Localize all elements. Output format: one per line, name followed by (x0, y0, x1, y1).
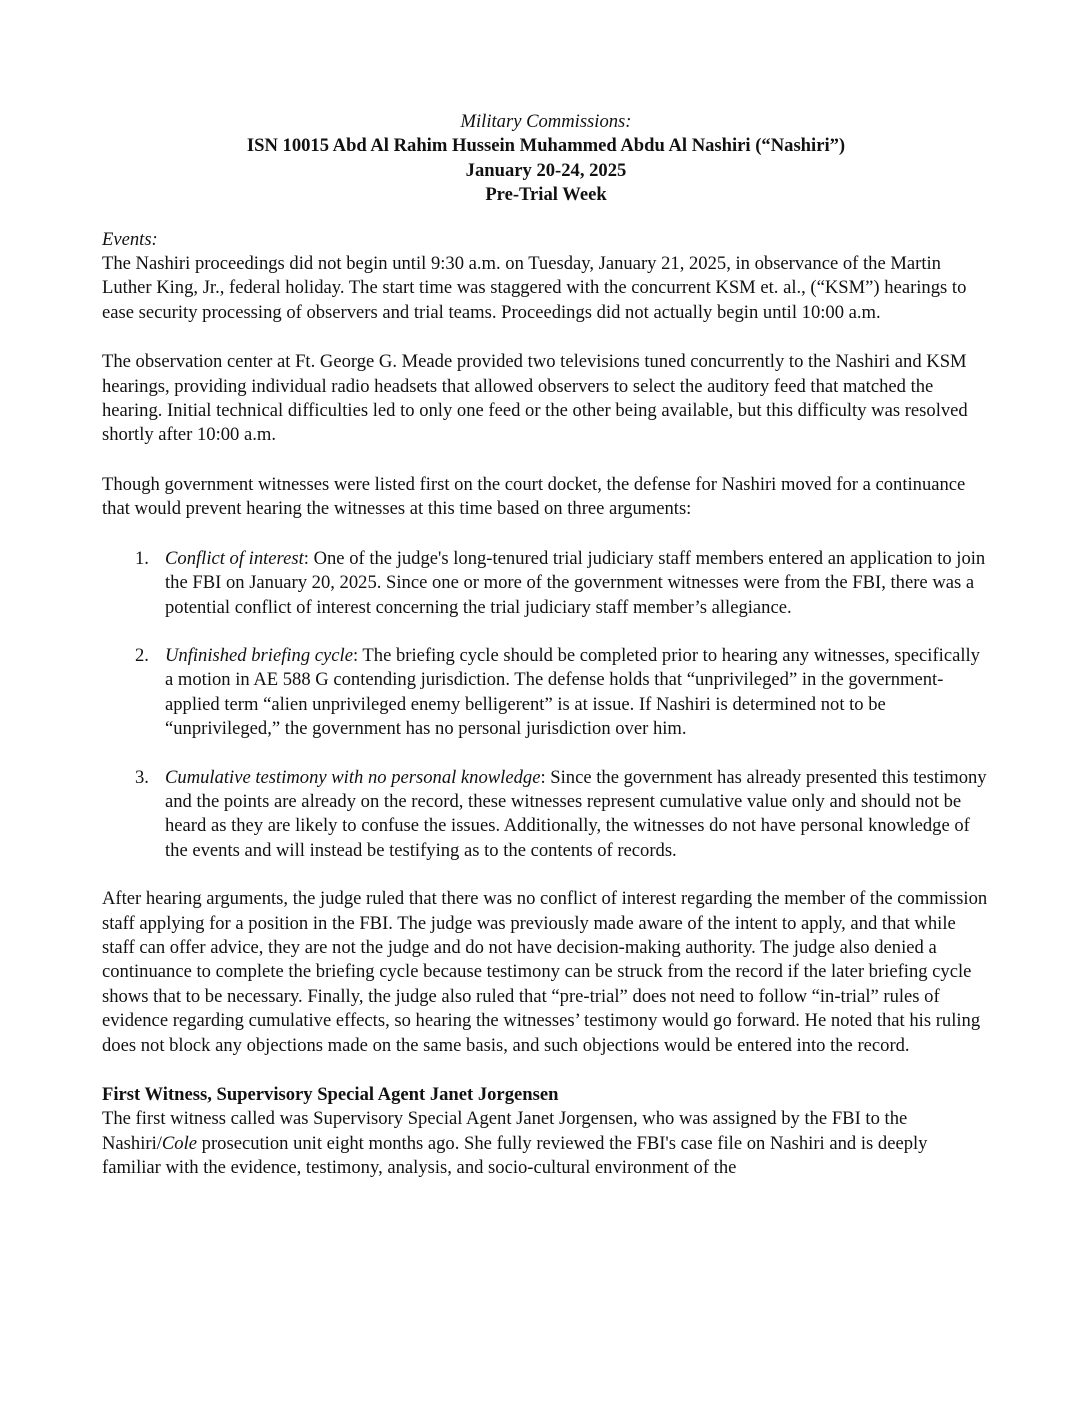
argument-title: Cumulative testimony with no personal knowledge (165, 766, 541, 788)
header-subtitle: Military Commissions: (460, 111, 632, 132)
header-dates: January 20-24, 2025 (465, 159, 627, 181)
events-paragraph-2: The observation center at Ft. George G. Meade provided two televisions tuned concurrently to the Nashiri and KSM hearings, providing individual radio headsets that allowed observers to select the auditory feed that matched the hearing. Initial technical difficulties led to only one feed or the other being available, but this difficulty was resolved shortly after 10:00 a.m. (102, 351, 968, 446)
defense-arguments-list (102, 547, 990, 863)
first-witness-text-italic: Cole (161, 1132, 198, 1154)
argument-item (102, 547, 990, 620)
header-case-title: ISN 10015 Abd Al Rahim Hussein Muhammed Abdu Al Nashiri (“Nashiri”) (246, 135, 846, 157)
argument-number: 2. (135, 644, 149, 666)
events-section (102, 228, 990, 522)
events-paragraph-3: Though government witnesses were listed first on the court docket, the defense for Nashiri moved for a continuance that would prevent hearing the witnesses at this time based on three arguments: (102, 473, 966, 520)
first-witness-section (102, 1083, 990, 1181)
events-label: Events: (102, 228, 158, 250)
argument-title: Conflict of interest (165, 547, 304, 569)
first-witness-paragraph (102, 1107, 990, 1180)
first-witness-heading: First Witness, Supervisory Special Agent Janet Jorgensen (102, 1084, 559, 1105)
events-paragraph-1: The Nashiri proceedings did not begin until 9:30 a.m. on Tuesday, January 21, 2025, in observance of the Martin Luther King, Jr., federal holiday. The start time was staggered with the concurrent KSM et. al., (“KSM”) hearings to ease security processing of observers and trial teams. Proceedings did not actually begin until 10:00 a.m. (102, 253, 967, 323)
argument-text: : One of the judge's long-tenured trial judiciary staff members entered an application to join the FBI on January 20, 2025. Since one or more of the government witnesses were from the FBI, there was a potential conflict of interest concerning the trial judiciary staff member’s allegiance. (165, 547, 986, 618)
document-header (102, 110, 990, 208)
argument-text: : Since the government has already presented this testimony and the points are already on the record, these witnesses represent cumulative value only and should not be heard as they are likely to confuse the issues. Additionally, the witnesses do not have personal knowledge of the events and will instead be testifying as to the contents of records. (165, 766, 987, 861)
argument-title: Unfinished briefing cycle (165, 644, 353, 666)
argument-item (102, 644, 990, 742)
argument-text: : The briefing cycle should be completed prior to hearing any witnesses, specifically a motion in AE 588 G contending jurisdiction. The defense holds that “unprivileged” in the government-applied term “alien unprivileged enemy belligerent” is at issue. If Nashiri is determined not to be “unprivileged,” the government has no personal jurisdiction over him. (165, 644, 980, 740)
document-page (102, 110, 990, 1181)
argument-number: 1. (135, 547, 149, 569)
first-witness-text-before: The first witness called was Supervisory Special Agent Janet Jorgensen, who was assigned by the FBI to the Nashiri/ (102, 1108, 908, 1154)
ruling-paragraph: After hearing arguments, the judge ruled that there was no conflict of interest regarding the member of the commission staff applying for a position in the FBI. The judge was previously made aware of the intent to apply, and that while staff can offer advice, they are not the judge and do not have decision-making authority. The judge also denied a continuance to complete the briefing cycle because testimony can be struck from the record if the later briefing cycle shows that to be necessary. Finally, the judge also ruled that “pre-trial” does not need to follow “in-trial” rules of evidence regarding cumulative effects, so hearing the witnesses’ testimony would go forward. He noted that his ruling does not block any objections made on the same basis, and such objections would be entered into the record. (102, 888, 988, 1056)
argument-number: 3. (135, 766, 149, 788)
argument-item (102, 766, 990, 864)
first-witness-text-after: prosecution unit eight months ago. She fully reviewed the FBI's case file on Nashiri and is deeply familiar with the evidence, testimony, analysis, and socio-cultural environment of the (102, 1132, 928, 1179)
header-week-label: Pre-Trial Week (485, 184, 607, 206)
